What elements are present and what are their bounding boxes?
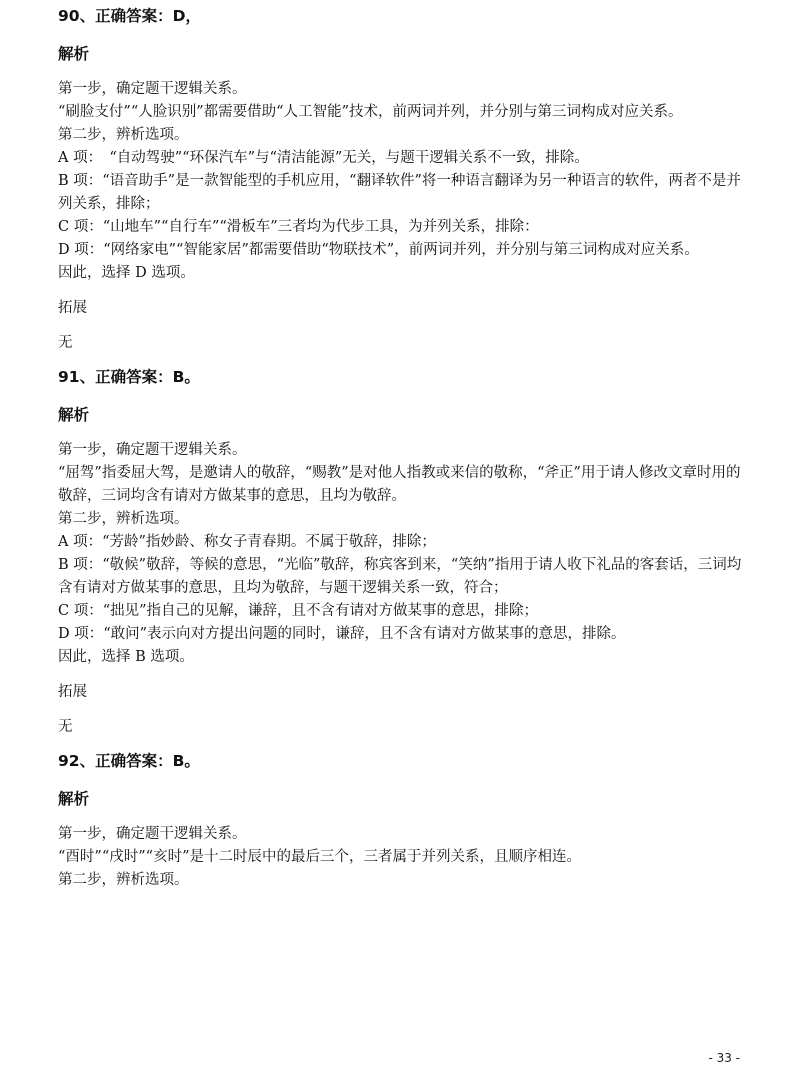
analysis-line: “屈驾”指委屈大驾，是邀请人的敬辞，“赐教”是对他人指教或来信的敬称，“斧正”用于请人修改文章时用的敬辞，三词均含有请对方做某事的意思，且均为敬辞。 [58,465,741,504]
option-c-line: C 项：“山地车”“自行车”“滑板车”三者均为代步工具，为并列关系，排除： [58,219,539,235]
analysis-line: 第二步，辨析选项。 [58,127,189,143]
conclusion-line: 因此，选择 D 选项。 [58,265,195,281]
option-d-line: D 项：“敢问”表示向对方提出问题的同时，谦辞，且不含有请对方做某事的意思，排除。 [58,626,626,642]
analysis-line: “酉时”“戌时”“亥时”是十二时辰中的最后三个，三者属于并列关系，且顺序相连。 [58,849,581,865]
analysis-body [58,78,748,285]
extension-heading: 拓展 [58,684,87,700]
analysis-line: 第一步，确定题干逻辑关系。 [58,81,247,97]
extension-text: 无 [58,335,73,351]
analysis-line: 第二步，辨析选项。 [58,872,189,888]
extension-text: 无 [58,719,73,735]
analysis-body [58,439,748,669]
option-b-line: B 项：“敬候”敬辞，等候的意思，“光临”敬辞，称宾客到来，“笑纳”指用于请人收下礼品的客套话，三词均含有请对方做某事的意思，且均为敬辞，与题干逻辑关系一致，符合； [58,557,742,596]
analysis-line: “刷脸支付”“人脸识别”都需要借助“人工智能”技术，前两词并列，并分别与第三词构成对应关系。 [58,104,683,120]
page-number: - 33 - [708,1051,740,1065]
analysis-heading: 解析 [58,790,90,808]
option-a-line: A 项： “自动驾驶”“环保汽车”与“清洁能源”无关，与题干逻辑关系不一致，排除。 [58,150,589,166]
option-d-line: D 项：“网络家电”“智能家居”都需要借助“物联技术”，前两词并列，并分别与第三词构成对应关系。 [58,242,699,258]
analysis-line: 第一步，确定题干逻辑关系。 [58,826,247,842]
page-content [58,6,748,892]
analysis-body [58,823,748,892]
answer-heading: 91、正确答案：B。 [58,368,200,386]
option-a-line: A 项：“芳龄”指妙龄、称女子青春期。不属于敬辞，排除； [58,534,436,550]
option-c-line: C 项：“拙见”指自己的见解，谦辞，且不含有请对方做某事的意思，排除； [58,603,539,619]
question-90-section [58,6,748,355]
analysis-heading: 解析 [58,45,90,63]
analysis-heading: 解析 [58,406,90,424]
option-b-line: B 项：“语音助手”是一款智能型的手机应用，“翻译软件”将一种语言翻译为另一种语言的软件，两者不是并列关系，排除； [58,173,741,212]
question-91-section [58,367,748,739]
analysis-line: 第二步，辨析选项。 [58,511,189,527]
question-92-section [58,751,748,892]
analysis-line: 第一步，确定题干逻辑关系。 [58,442,247,458]
extension-heading: 拓展 [58,300,87,316]
answer-heading: 90、正确答案：D， [58,7,201,25]
conclusion-line: 因此，选择 B 选项。 [58,649,194,665]
answer-heading: 92、正确答案：B。 [58,752,200,770]
